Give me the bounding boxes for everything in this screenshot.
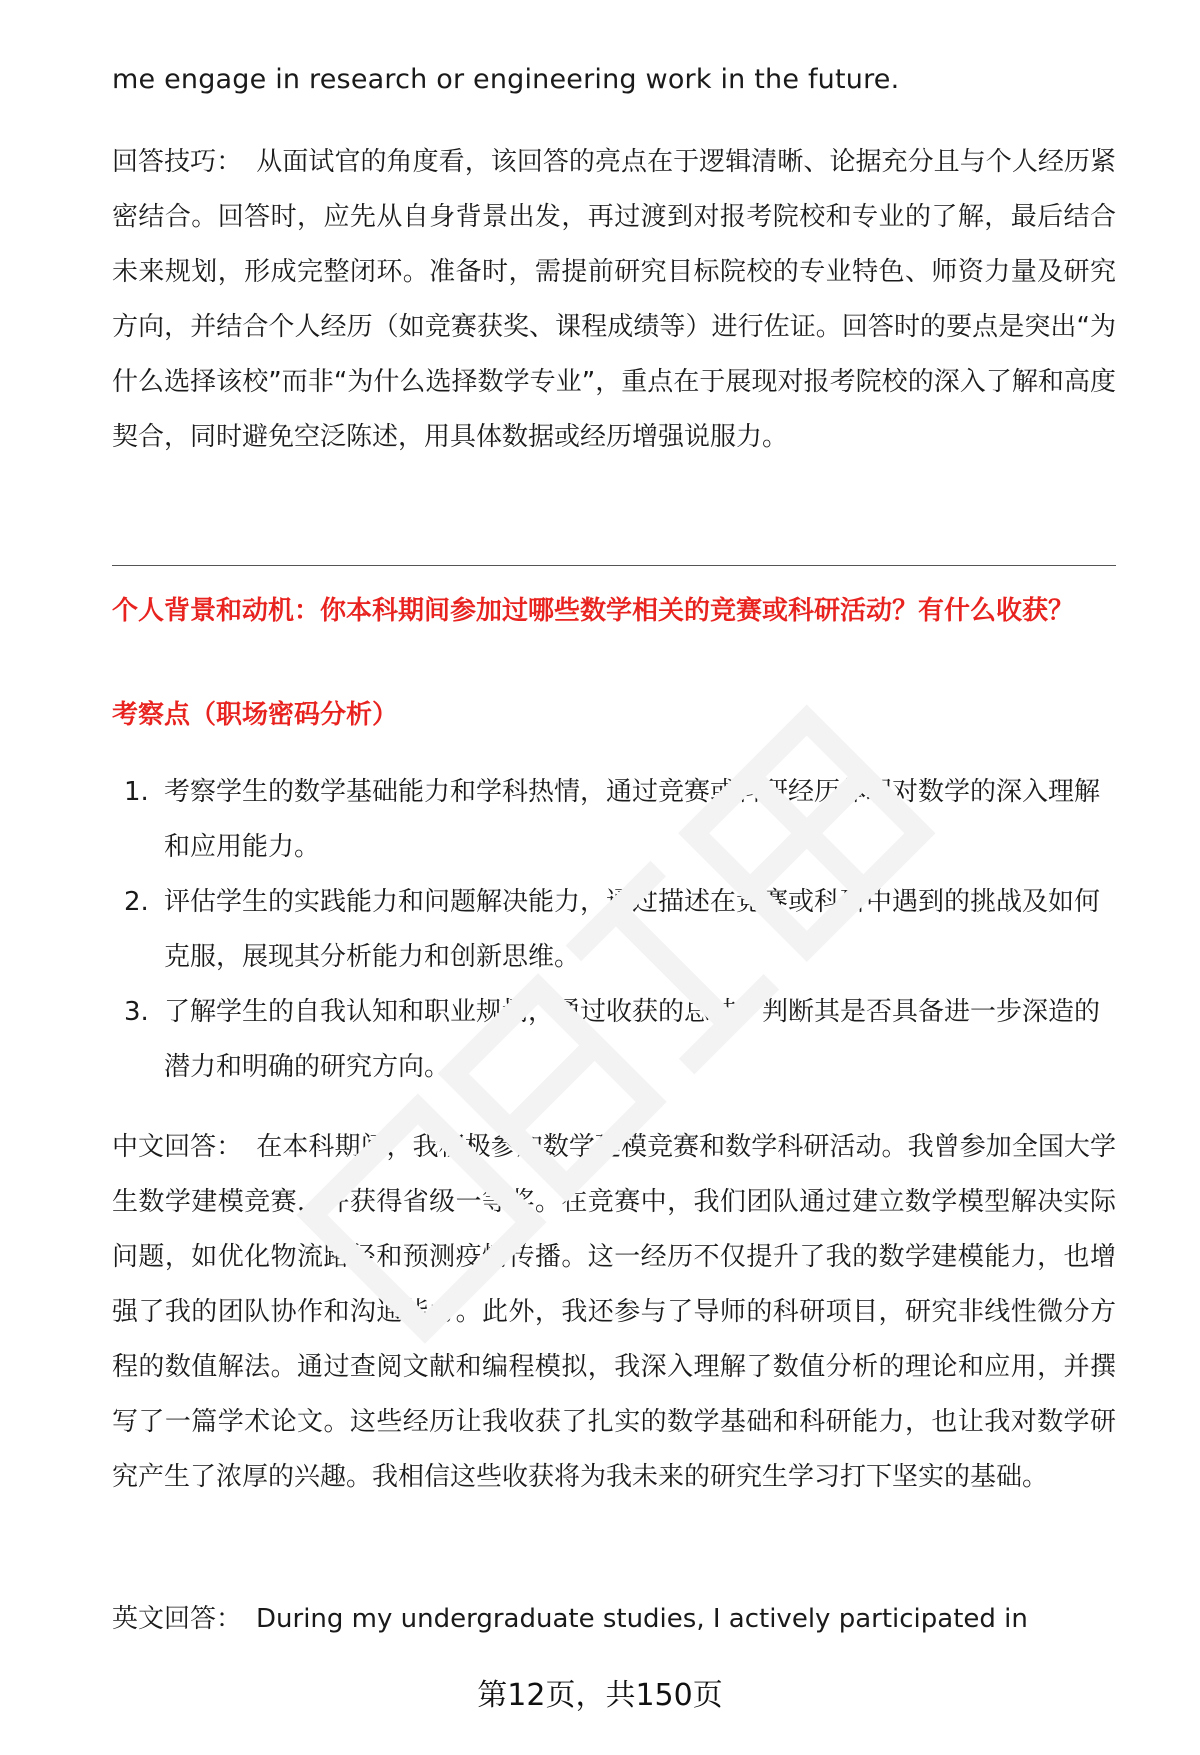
section-divider (112, 565, 1116, 566)
english-answer-text: During my undergraduate studies, I actively participated in (256, 1604, 1028, 1634)
answer-tips-paragraph (112, 135, 1116, 465)
focus-point-item (112, 985, 1116, 1095)
english-answer-label: 英文回答： (112, 1604, 243, 1634)
focus-point-number: 1. (124, 777, 149, 807)
chinese-answer-text: 在本科期间，我积极参加数学建模竞赛和数学科研活动。我曾参加全国大学生数学建模竞赛，并获得省级一等奖。在竞赛中，我们团队通过建立数学模型解决实际问题，如优化物流路径和预测疫情传播。这一经历不仅提升了我的数学建模能力，也增强了我的团队协作和沟通能力。此外，我还参与了导师的科研项目，研究非线性微分方程的数值解法。通过查阅文献和编程模拟，我深入理解了数值分析的理论和应用，并撰写了一篇学术论文。这些经历让我收获了扎实的数学基础和科研能力，也让我对数学研究产生了浓厚的兴趣。我相信这些收获将为我未来的研究生学习打下坚实的基础。 (112, 1132, 1116, 1492)
focus-point-text: 评估学生的实践能力和问题解决能力，通过描述在竞赛或科研中遇到的挑战及如何克服，展现其分析能力和创新思维。 (164, 887, 1101, 972)
focus-points-list (112, 765, 1116, 1095)
focus-point-text: 考察学生的数学基础能力和学科热情，通过竞赛或科研经历体现对数学的深入理解和应用能力。 (164, 777, 1101, 862)
focus-point-item (112, 765, 1116, 875)
chinese-answer-paragraph (112, 1120, 1116, 1505)
focus-points-title: 考察点（职场密码分析） (112, 700, 399, 730)
chinese-answer-label: 中文回答： (112, 1132, 243, 1162)
english-answer-paragraph (112, 1592, 1116, 1647)
question-heading: 个人背景和动机：你本科期间参加过哪些数学相关的竞赛或科研活动？有什么收获？ (112, 596, 1075, 626)
focus-point-item (112, 875, 1116, 985)
focus-point-number: 2. (124, 887, 149, 917)
answer-tips-text: 从面试官的角度看，该回答的亮点在于逻辑清晰、论据充分且与个人经历紧密结合。回答时，应先从自身背景出发，再过渡到对报考院校和专业的了解，最后结合未来规划，形成完整闭环。准备时，需提前研究目标院校的专业特色、师资力量及研究方向，并结合个人经历（如竞赛获奖、课程成绩等）进行佐证。回答时的要点是突出“为什么选择该校”而非“为什么选择数学专业”，重点在于展现对报考院校的深入了解和高度契合，同时避免空泛陈述，用具体数据或经历增强说服力。 (112, 147, 1116, 452)
focus-point-number: 3. (124, 997, 149, 1027)
focus-point-text: 了解学生的自我认知和职业规划，通过收获的总结，判断其是否具备进一步深造的潜力和明确的研究方向。 (164, 997, 1101, 1082)
continuation-line: me engage in research or engineering work in the future. (112, 64, 900, 95)
page-number-footer: 第12页，共150页 (477, 1678, 723, 1713)
answer-tips-label: 回答技巧： (112, 147, 243, 177)
